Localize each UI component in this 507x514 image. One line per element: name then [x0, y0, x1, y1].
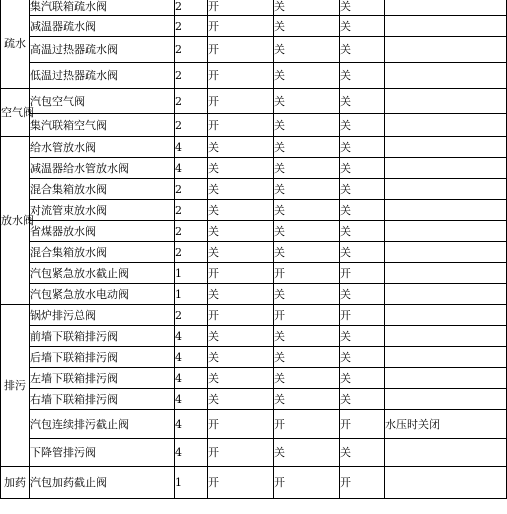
state-3: 开 — [340, 467, 385, 499]
state-2: 关 — [274, 63, 340, 89]
note — [385, 114, 507, 137]
note — [385, 305, 507, 326]
valve-quantity: 4 — [175, 137, 208, 158]
state-1: 开 — [208, 410, 274, 439]
valve-name: 混合集箱放水阀 — [30, 179, 175, 200]
state-3: 关 — [340, 0, 385, 16]
state-3: 关 — [340, 439, 385, 467]
state-1: 关 — [208, 137, 274, 158]
state-2: 关 — [274, 347, 340, 368]
state-3: 关 — [340, 37, 385, 63]
valve-name: 省煤器放水阀 — [30, 221, 175, 242]
valve-name: 汽包加药截止阀 — [30, 467, 175, 499]
state-1: 开 — [208, 114, 274, 137]
valve-quantity: 2 — [175, 200, 208, 221]
table-row — [1, 439, 507, 467]
state-3: 关 — [340, 137, 385, 158]
state-1: 关 — [208, 368, 274, 389]
state-2: 关 — [274, 158, 340, 179]
table-row — [1, 16, 507, 37]
group-label: 排污 — [1, 305, 30, 467]
valve-quantity: 2 — [175, 221, 208, 242]
note — [385, 263, 507, 284]
table-row — [1, 368, 507, 389]
note: 水压时关闭 — [385, 410, 507, 439]
valve-name: 下降管排污阀 — [30, 439, 175, 467]
valve-quantity: 2 — [175, 0, 208, 16]
valve-table-body — [1, 0, 507, 499]
note — [385, 242, 507, 263]
note — [385, 326, 507, 347]
state-3: 关 — [340, 179, 385, 200]
state-2: 关 — [274, 89, 340, 114]
state-3: 关 — [340, 221, 385, 242]
state-1: 关 — [208, 326, 274, 347]
valve-name: 锅炉排污总阀 — [30, 305, 175, 326]
valve-quantity: 2 — [175, 63, 208, 89]
table-row — [1, 467, 507, 499]
state-1: 开 — [208, 63, 274, 89]
group-label: 放水阀 — [1, 137, 30, 305]
valve-quantity: 2 — [175, 16, 208, 37]
table-row — [1, 326, 507, 347]
valve-name: 汽包空气阀 — [30, 89, 175, 114]
table-row — [1, 114, 507, 137]
valve-name: 给水管放水阀 — [30, 137, 175, 158]
group-label: 空气阀 — [1, 89, 30, 137]
valve-quantity: 4 — [175, 389, 208, 410]
state-3: 关 — [340, 284, 385, 305]
table-row — [1, 63, 507, 89]
table-row — [1, 179, 507, 200]
state-3: 关 — [340, 347, 385, 368]
group-label: 加药 — [1, 467, 30, 499]
table-row — [1, 389, 507, 410]
valve-name: 右墙下联箱排污阀 — [30, 389, 175, 410]
valve-quantity: 2 — [175, 89, 208, 114]
state-1: 关 — [208, 179, 274, 200]
note — [385, 347, 507, 368]
state-2: 关 — [274, 221, 340, 242]
valve-quantity: 4 — [175, 368, 208, 389]
state-3: 关 — [340, 16, 385, 37]
state-1: 关 — [208, 347, 274, 368]
valve-quantity: 1 — [175, 263, 208, 284]
valve-name: 减温器给水管放水阀 — [30, 158, 175, 179]
valve-name: 混合集箱放水阀 — [30, 242, 175, 263]
table-row — [1, 200, 507, 221]
state-1: 开 — [208, 16, 274, 37]
state-2: 开 — [274, 410, 340, 439]
valve-quantity: 4 — [175, 439, 208, 467]
valve-quantity: 2 — [175, 242, 208, 263]
table-row — [1, 263, 507, 284]
state-1: 开 — [208, 0, 274, 16]
table-row — [1, 0, 507, 16]
state-3: 关 — [340, 326, 385, 347]
state-3: 关 — [340, 368, 385, 389]
valve-name: 高温过热器疏水阀 — [30, 37, 175, 63]
valve-quantity: 2 — [175, 37, 208, 63]
valve-name: 集汽联箱空气阀 — [30, 114, 175, 137]
table-row — [1, 242, 507, 263]
state-2: 关 — [274, 137, 340, 158]
valve-name: 减温器疏水阀 — [30, 16, 175, 37]
state-2: 关 — [274, 16, 340, 37]
valve-name: 左墙下联箱排污阀 — [30, 368, 175, 389]
state-1: 关 — [208, 389, 274, 410]
state-2: 开 — [274, 467, 340, 499]
state-3: 开 — [340, 410, 385, 439]
note — [385, 16, 507, 37]
state-2: 关 — [274, 389, 340, 410]
note — [385, 137, 507, 158]
note — [385, 0, 507, 16]
valve-quantity: 4 — [175, 347, 208, 368]
state-2: 关 — [274, 284, 340, 305]
note — [385, 89, 507, 114]
state-2: 关 — [274, 37, 340, 63]
state-3: 关 — [340, 63, 385, 89]
table-row — [1, 89, 507, 114]
valve-name: 集汽联箱疏水阀 — [30, 0, 175, 16]
valve-quantity: 4 — [175, 410, 208, 439]
state-1: 开 — [208, 439, 274, 467]
valve-quantity: 4 — [175, 326, 208, 347]
state-3: 开 — [340, 263, 385, 284]
valve-name: 汽包连续排污截止阀 — [30, 410, 175, 439]
table-row — [1, 305, 507, 326]
table-row — [1, 158, 507, 179]
note — [385, 37, 507, 63]
state-3: 关 — [340, 158, 385, 179]
valve-quantity: 2 — [175, 179, 208, 200]
valve-name: 后墙下联箱排污阀 — [30, 347, 175, 368]
valve-quantity: 2 — [175, 114, 208, 137]
state-1: 关 — [208, 200, 274, 221]
state-1: 开 — [208, 305, 274, 326]
group-label: 疏水 — [1, 0, 30, 89]
note — [385, 63, 507, 89]
state-3: 关 — [340, 200, 385, 221]
state-1: 开 — [208, 89, 274, 114]
state-1: 关 — [208, 242, 274, 263]
valve-quantity: 4 — [175, 158, 208, 179]
note — [385, 368, 507, 389]
state-2: 关 — [274, 0, 340, 16]
state-2: 关 — [274, 114, 340, 137]
note — [385, 439, 507, 467]
state-1: 开 — [208, 37, 274, 63]
state-3: 关 — [340, 242, 385, 263]
state-2: 关 — [274, 326, 340, 347]
valve-name: 低温过热器疏水阀 — [30, 63, 175, 89]
table-row — [1, 137, 507, 158]
state-3: 关 — [340, 389, 385, 410]
state-3: 关 — [340, 89, 385, 114]
state-1: 关 — [208, 221, 274, 242]
note — [385, 467, 507, 499]
valve-name: 汽包紧急放水电动阀 — [30, 284, 175, 305]
state-1: 开 — [208, 263, 274, 284]
state-3: 开 — [340, 305, 385, 326]
valve-quantity: 1 — [175, 467, 208, 499]
table-row — [1, 347, 507, 368]
state-1: 关 — [208, 158, 274, 179]
state-2: 关 — [274, 242, 340, 263]
valve-name: 前墙下联箱排污阀 — [30, 326, 175, 347]
note — [385, 200, 507, 221]
state-2: 关 — [274, 200, 340, 221]
note — [385, 284, 507, 305]
table-row — [1, 37, 507, 63]
state-2: 开 — [274, 305, 340, 326]
valve-quantity: 2 — [175, 305, 208, 326]
state-3: 关 — [340, 114, 385, 137]
state-1: 开 — [208, 467, 274, 499]
state-2: 关 — [274, 179, 340, 200]
note — [385, 179, 507, 200]
valve-name: 对流管束放水阀 — [30, 200, 175, 221]
table-row — [1, 410, 507, 439]
state-1: 关 — [208, 284, 274, 305]
valve-quantity: 1 — [175, 284, 208, 305]
table-row — [1, 284, 507, 305]
state-2: 开 — [274, 263, 340, 284]
note — [385, 389, 507, 410]
state-2: 关 — [274, 439, 340, 467]
valve-name: 汽包紧急放水截止阀 — [30, 263, 175, 284]
note — [385, 221, 507, 242]
table-row — [1, 221, 507, 242]
state-2: 关 — [274, 368, 340, 389]
note — [385, 158, 507, 179]
